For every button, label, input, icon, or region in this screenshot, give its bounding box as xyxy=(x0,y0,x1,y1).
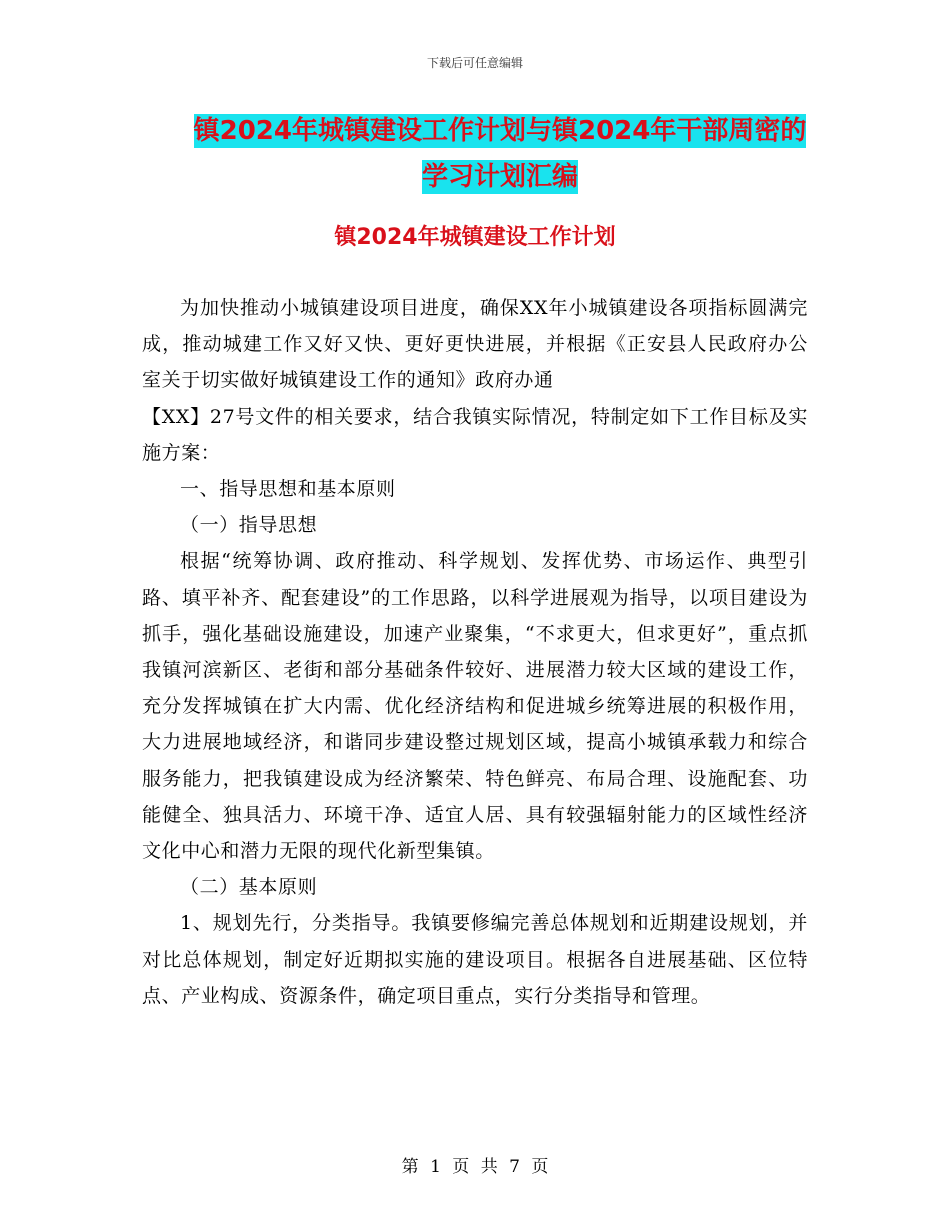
paragraph-intro-cont: 【XX】27号文件的相关要求，结合我镇实际情况，特制定如下工作目标及实施方案： xyxy=(142,405,808,464)
page-number: 第 1 页 共 7 页 xyxy=(401,1157,549,1177)
paragraph-planning: 1、规划先行，分类指导。我镇要修编完善总体规划和近期建设规划，并对比总体规划，制定好近期拟实施的建设项目。根据各自进展基础、区位特点、产业构成、资源条件，确定项目重点，实行分类指导和管理。 xyxy=(142,912,808,1007)
heading-guiding-principles: 一、指导思想和基本原则 xyxy=(180,478,396,501)
paragraph-ideology: 根据“统筹协调、政府推动、科学规划、发挥优势、市场运作、典型引路、填平补齐、配套建设”的工作思路，以科学进展观为指导，以项目建设为抓手，强化基础设施建设，加速产业聚集，“不求更大，但求更好”，重点抓我镇河滨新区、老街和部分基础条件较好、进展潜力较大区域的建设工作，充分发挥城镇在扩大内需、优化经济结构和促进城乡统筹进展的积极作用，大力进展地域经济，和谐同步建设整过规划区域，提高小城镇承载力和综合服务能力，把我镇建设成为经济繁荣、特色鲜亮、布局合理、设施配套、功能健全、独具活力、环境干净、适宜人居、具有较强辐射能力的区域性经济文化中心和潜力无限的现代化新型集镇。 xyxy=(142,550,808,863)
heading-guiding-ideology: （一）指导思想 xyxy=(180,514,318,537)
header-note: 下载后可任意编辑 xyxy=(426,56,523,70)
section-title: 镇2024年城镇建设工作计划 xyxy=(334,225,616,250)
document-body xyxy=(142,290,808,1014)
heading-basic-principles: （二）基本原则 xyxy=(180,876,318,899)
title-line-1: 镇2024年城镇建设工作计划与镇2024年干部周密的 xyxy=(193,116,807,146)
paragraph-intro: 为加快推动小城镇建设项目进度，确保XX年小城镇建设各项指标圆满完成，推动城建工作又好又快、更好更快进展，并根据《正安县人民政府办公室关于切实做好城镇建设工作的通知》政府办通 xyxy=(142,297,808,392)
title-line-2: 学习计划汇编 xyxy=(421,162,578,192)
document-title xyxy=(190,108,810,200)
